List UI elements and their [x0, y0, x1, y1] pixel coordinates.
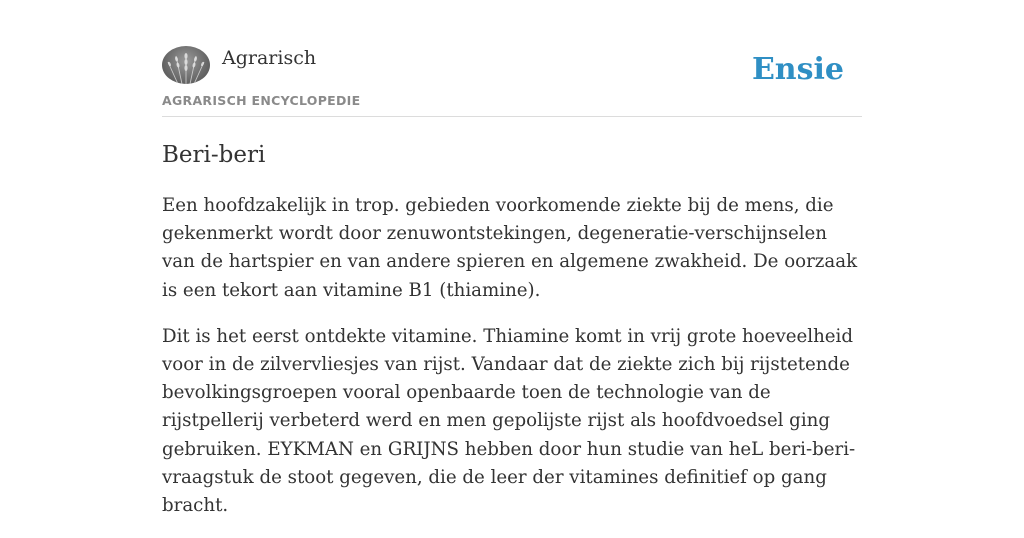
header	[162, 0, 862, 117]
source-avatar[interactable]	[162, 46, 210, 84]
article-paragraph: Een hoofdzakelijk in trop. gebieden voorkomende ziekte bij de mens, die gekenmerkt wordt door zenuwontstekingen, degeneratie-verschijnselen van de hartspier en van andere spieren en algemene zwakheid. De oorzaak is een tekort aan vitamine B1 (thiamine).	[162, 195, 858, 301]
article-title: Beri-beri	[162, 142, 266, 168]
wheat-icon	[162, 46, 210, 84]
source-name[interactable]: Agrarisch	[222, 47, 317, 69]
brand-logo[interactable]: Ensie	[751, 52, 844, 87]
source-subtitle: AGRARISCH ENCYCLOPEDIE	[162, 93, 361, 108]
article-body	[162, 192, 862, 538]
page-container	[162, 0, 862, 517]
article-paragraph: Dit is het eerst ontdekte vitamine. Thiamine komt in vrij grote hoeveelheid voor in de zilvervliesjes van rijst. Vandaar dat de ziekte zich bij rijstetende bevolkingsgroepen vooral openbaarde toen de technologie van de rijstpellerij verbeterd werd en men gepolijste rijst als hoofdvoedsel ging gebruiken. EYKMAN en GRIJNS hebben door hun studie van heL beri-beri-vraagstuk de stoot gegeven, die de leer der vitamines definitief op gang bracht.	[162, 325, 856, 517]
